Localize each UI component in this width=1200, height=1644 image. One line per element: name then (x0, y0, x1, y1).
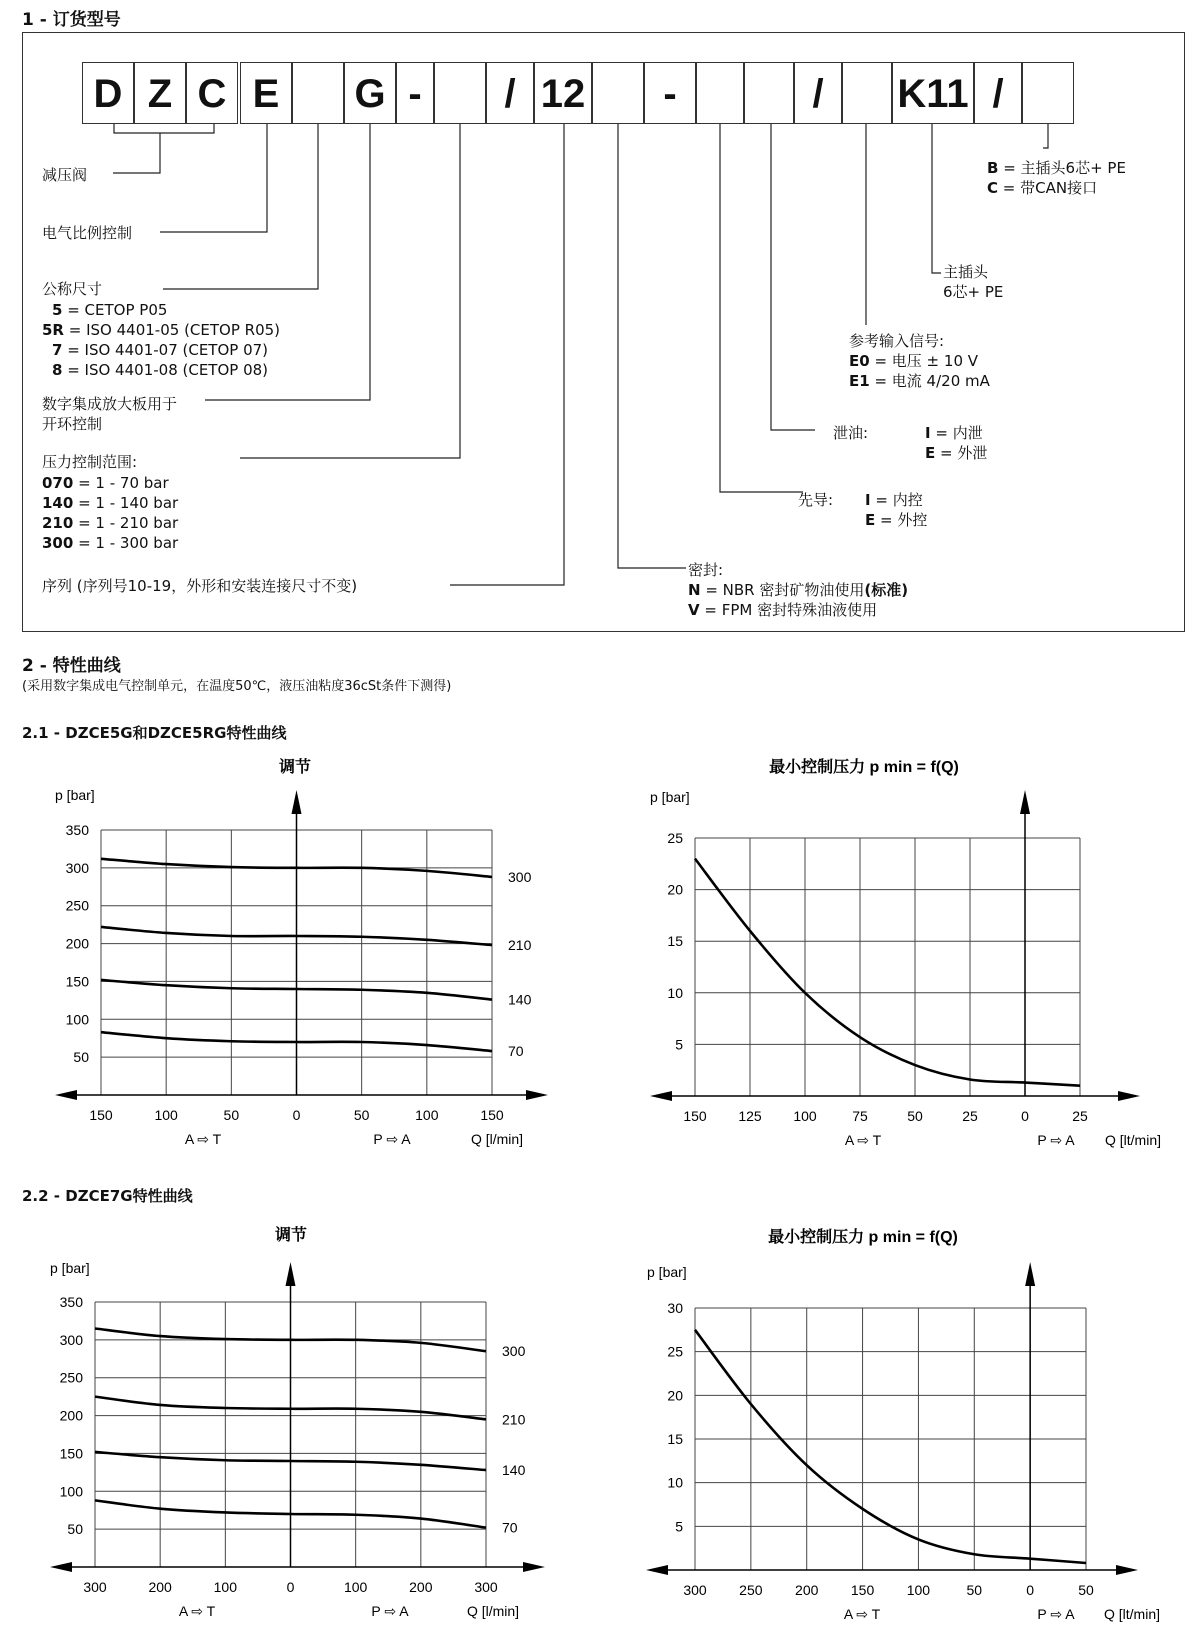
seal-options (688, 560, 908, 620)
x-axis-left-arrow-icon (650, 1091, 672, 1101)
x-tick-label: 150 (683, 1108, 707, 1124)
y-tick-label: 50 (67, 1521, 83, 1538)
size-options (42, 300, 280, 380)
series-label: 300 (502, 1343, 526, 1360)
amplifier-line2: 开环控制 (42, 415, 103, 433)
chart-title: 最小控制压力 p min = f(Q) (768, 1229, 958, 1246)
x-right-direction-label: P ⇨ A (373, 1131, 411, 1147)
y-axis-up-arrow-icon (286, 1262, 296, 1286)
code-box-series: 12 (534, 62, 592, 124)
seal-title: 密封: (688, 561, 724, 579)
pressure-range-options (42, 473, 178, 553)
x-axis-left-arrow-icon (646, 1565, 668, 1575)
chart-title: 调节 (278, 759, 312, 776)
section2-title: 2 - 特性曲线 (22, 656, 121, 676)
range-code: 070 (42, 474, 74, 492)
range-desc: = 1 - 210 bar (73, 514, 179, 532)
y-axis-label: p [bar] (50, 1260, 90, 1276)
x-left-direction-label: A ⇨ T (844, 1132, 882, 1148)
x-tick-label: 100 (154, 1107, 178, 1123)
x-tick-label: 50 (907, 1108, 923, 1124)
y-tick-label: 300 (59, 1331, 83, 1348)
y-tick-label: 350 (59, 1294, 83, 1310)
series-label: 70 (502, 1519, 518, 1536)
series-label: 300 (508, 868, 532, 885)
range-code: 140 (42, 494, 74, 512)
pilot-i-code: I (865, 491, 871, 509)
x-axis-right-arrow-icon (1116, 1565, 1138, 1575)
pressure-range-title: 压力控制范围: (42, 453, 138, 471)
x-tick-label: 300 (474, 1579, 498, 1595)
x-tick-label: 300 (683, 1582, 707, 1598)
x-tick-label: 125 (738, 1108, 762, 1124)
range-desc: = 1 - 300 bar (73, 534, 179, 552)
signal-e0-desc: = 电压 ± 10 V (869, 352, 979, 370)
pilot-options (865, 490, 927, 530)
y-tick-label: 10 (667, 984, 683, 1001)
pilot-e-desc: = 外控 (875, 511, 928, 529)
x-tick-label: 300 (83, 1579, 107, 1595)
y-tick-label: 5 (675, 1036, 683, 1053)
seal-n-desc: = NBR 密封矿物油使用 (700, 581, 865, 599)
x-tick-label: 50 (223, 1107, 240, 1123)
code-box-dash1: - (396, 62, 434, 124)
drain-e-desc: = 外泄 (935, 444, 988, 462)
y-tick-label: 200 (59, 1407, 83, 1424)
x-tick-label: 25 (1072, 1108, 1088, 1124)
range-desc: = 1 - 140 bar (73, 494, 179, 512)
x-left-direction-label: A ⇨ T (184, 1131, 222, 1147)
range-code: 210 (42, 514, 74, 532)
y-axis-label: p [bar] (650, 789, 690, 805)
pilot-title: 先导: (798, 491, 834, 509)
x-tick-label: 200 (148, 1579, 172, 1595)
code-box-slash1: / (486, 62, 534, 124)
code-box-c: C (186, 62, 238, 124)
size-desc: = ISO 4401-08 (CETOP 08) (62, 361, 269, 379)
x-tick-label: 100 (343, 1579, 368, 1595)
code-box-slash3: / (974, 62, 1022, 124)
x-tick-label: 0 (292, 1107, 301, 1123)
series-label: 210 (502, 1411, 526, 1428)
x-tick-label: 200 (795, 1582, 819, 1598)
x-left-direction-label: A ⇨ T (843, 1606, 881, 1622)
x-axis-label: Q [l/min] (470, 1131, 524, 1147)
x-tick-label: 50 (353, 1107, 370, 1123)
main-plug-label (943, 262, 1003, 302)
signal-title: 参考输入信号: (849, 332, 945, 350)
size-desc: = CETOP P05 (62, 301, 168, 319)
y-axis-label: p [bar] (55, 787, 95, 803)
subsection-2-2-title: 2.2 - DZCE7G特性曲线 (22, 1187, 193, 1205)
drain-options (925, 423, 987, 463)
y-tick-label: 250 (65, 897, 89, 914)
y-axis-up-arrow-icon (1020, 790, 1030, 814)
y-tick-label: 30 (667, 1300, 683, 1316)
main-plug-line1: 主插头 (943, 263, 989, 281)
y-axis-up-arrow-icon (292, 790, 302, 814)
x-tick-label: 0 (1026, 1582, 1035, 1598)
main-plug-line2: 6芯+ PE (943, 283, 1004, 301)
series-label: 210 (508, 937, 532, 954)
x-left-direction-label: A ⇨ T (178, 1603, 216, 1619)
y-tick-label: 15 (667, 1431, 683, 1447)
connector-options (987, 158, 1126, 198)
code-box-dash2: - (644, 62, 696, 124)
y-tick-label: 350 (65, 822, 89, 838)
series-label: 140 (508, 991, 532, 1008)
pilot-i-desc: = 内控 (870, 491, 923, 509)
seal-n-code: N (688, 581, 701, 599)
x-axis-right-arrow-icon (526, 1090, 548, 1100)
size-code: 7 (52, 341, 63, 359)
subsection-2-1-title: 2.1 - DZCE5G和DZCE5RG特性曲线 (22, 724, 287, 742)
code-box-e: E (240, 62, 292, 124)
x-tick-label: 0 (286, 1579, 295, 1595)
y-tick-label: 250 (59, 1369, 83, 1386)
y-tick-label: 50 (73, 1049, 89, 1066)
x-tick-label: 75 (852, 1108, 868, 1124)
x-axis-label: Q [l/min] (466, 1603, 520, 1619)
y-axis-up-arrow-icon (1025, 1262, 1035, 1286)
x-axis-label: Q [lt/min] (1104, 1132, 1162, 1148)
pilot-e-code: E (865, 511, 876, 529)
signal-options (849, 331, 990, 391)
code-box-k11: K11 (892, 62, 974, 124)
drain-i-desc: = 内泄 (930, 424, 983, 442)
signal-e0-code: E0 (849, 352, 870, 370)
amplifier-line1: 数字集成放大板用于 (42, 395, 178, 413)
section1-title: 1 - 订货型号 (22, 10, 121, 30)
connector-c-code: C (987, 179, 999, 197)
x-right-direction-label: P ⇨ A (371, 1603, 409, 1619)
y-tick-label: 100 (59, 1483, 83, 1500)
chart-title: 最小控制压力 p min = f(Q) (769, 759, 959, 776)
y-tick-label: 5 (675, 1518, 683, 1535)
size-code: 5R (42, 321, 64, 339)
section2-note: (采用数字集成电气控制单元，在温度50℃，液压油粘度36cSt条件下测得) (22, 679, 452, 694)
amplifier-label (42, 394, 177, 434)
range-code: 300 (42, 534, 74, 552)
y-tick-label: 200 (65, 935, 89, 952)
x-tick-label: 100 (906, 1582, 931, 1598)
y-tick-label: 10 (667, 1474, 683, 1491)
size-desc: = ISO 4401-07 (CETOP 07) (62, 341, 269, 359)
x-tick-label: 150 (480, 1107, 504, 1123)
x-axis-label: Q [lt/min] (1103, 1606, 1161, 1622)
chart-title: 调节 (274, 1227, 308, 1244)
x-axis-right-arrow-icon (523, 1562, 545, 1572)
x-axis-right-arrow-icon (1118, 1091, 1140, 1101)
y-tick-label: 150 (65, 973, 89, 990)
series-line (695, 859, 1080, 1086)
connector-b-code: B (987, 159, 999, 177)
x-tick-label: 250 (739, 1582, 763, 1598)
size-desc: = ISO 4401-05 (CETOP R05) (64, 321, 281, 339)
seal-v-desc: = FPM 密封特殊油液使用 (699, 601, 878, 619)
y-tick-label: 300 (65, 859, 89, 876)
x-tick-label: 25 (962, 1108, 978, 1124)
y-tick-label: 20 (667, 1387, 683, 1404)
code-box-slash2: / (794, 62, 842, 124)
connector-c-desc: = 带CAN接口 (998, 179, 1098, 197)
x-tick-label: 100 (213, 1579, 238, 1595)
y-tick-label: 100 (65, 1011, 89, 1028)
x-tick-label: 0 (1021, 1108, 1029, 1124)
connector-b-desc: = 主插头6芯+ PE (998, 159, 1126, 177)
x-tick-label: 150 (89, 1107, 113, 1123)
series-label: 序列 (序列号10-19，外形和安装连接尺寸不变) (42, 577, 358, 595)
valve-type-label: 减压阀 (42, 166, 88, 184)
seal-standard-tag: (标准) (864, 581, 909, 599)
series-label: 70 (508, 1043, 524, 1060)
y-tick-label: 25 (667, 1343, 683, 1360)
x-tick-label: 50 (966, 1582, 983, 1598)
x-tick-label: 50 (1078, 1582, 1094, 1598)
x-axis-left-arrow-icon (50, 1562, 72, 1572)
chart-pmin-5 (600, 750, 1200, 1170)
x-tick-label: 100 (793, 1108, 817, 1124)
drain-title: 泄油: (833, 424, 869, 442)
electric-control-label: 电气比例控制 (42, 224, 133, 242)
signal-e1-desc: = 电流 4/20 mA (869, 372, 990, 390)
signal-e1-code: E1 (849, 372, 870, 390)
x-tick-label: 200 (409, 1579, 433, 1595)
size-code: 5 (52, 301, 63, 319)
x-right-direction-label: P ⇨ A (1037, 1606, 1075, 1622)
nominal-size-title: 公称尺寸 (42, 280, 103, 298)
y-tick-label: 20 (667, 881, 683, 898)
chart-pmin-7 (600, 1220, 1200, 1644)
x-axis-left-arrow-icon (55, 1090, 77, 1100)
series-label: 140 (502, 1462, 526, 1479)
chart-regulation-5 (0, 750, 600, 1170)
drain-i-code: I (925, 424, 931, 442)
x-tick-label: 150 (850, 1582, 875, 1598)
x-right-direction-label: P ⇨ A (1037, 1132, 1075, 1148)
code-box-z: Z (134, 62, 186, 124)
size-code: 8 (52, 361, 63, 379)
code-box-d: D (82, 62, 134, 124)
drain-e-code: E (925, 444, 936, 462)
y-tick-label: 25 (667, 830, 683, 846)
chart-regulation-7 (0, 1220, 600, 1644)
range-desc: = 1 - 70 bar (73, 474, 169, 492)
y-tick-label: 15 (667, 933, 683, 950)
seal-v-code: V (688, 601, 700, 619)
x-tick-label: 100 (415, 1107, 439, 1123)
y-tick-label: 150 (59, 1445, 83, 1462)
code-box-g: G (344, 62, 396, 124)
series-line (695, 1330, 1086, 1563)
y-axis-label: p [bar] (647, 1264, 687, 1280)
